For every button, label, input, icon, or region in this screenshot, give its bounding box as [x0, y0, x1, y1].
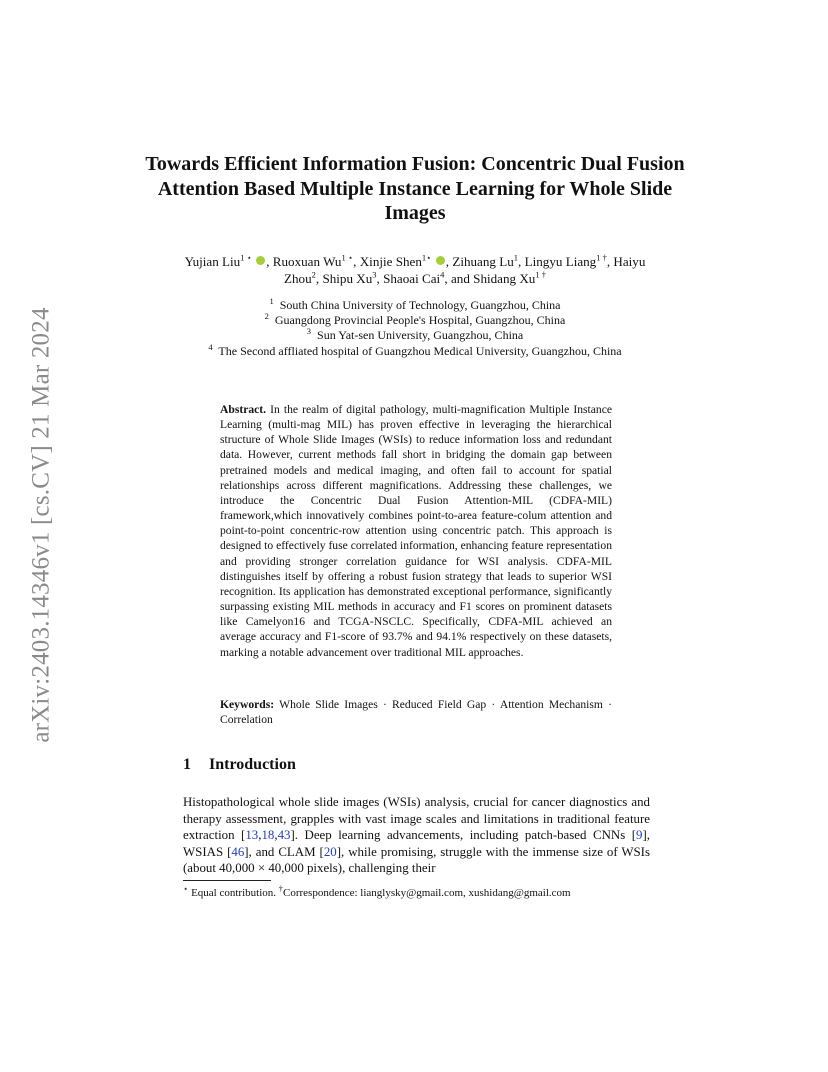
paper-title: Towards Efficient Information Fusion: Concentric Dual Fusion Attention Based Multiple Instance Learning for Whole Slide Images: [145, 153, 685, 224]
keywords: [220, 697, 612, 727]
author: Xinjie Shen$^{1⋆}$: [360, 254, 446, 269]
citation-link[interactable]: 13: [245, 828, 259, 843]
affiliation: $^3$ Sun Yat-sen University, Guangzhou, China: [306, 326, 524, 343]
citation-link[interactable]: 46: [231, 844, 245, 859]
author: Shipu Xu$^3$: [322, 269, 377, 286]
affiliation: $^4$ The Second affliated hospital of Guangzhou Medical University, Guangzhou, China: [208, 341, 622, 358]
keywords-text: Whole Slide Images · Reduced Field Gap · Attention Mechanism · Correlation: [220, 698, 612, 727]
abstract: [220, 402, 612, 660]
author: Lingyu Liang$^{1 \dagger}$: [524, 252, 607, 269]
author: Shaoai Cai$^4$: [383, 269, 445, 286]
orcid-icon[interactable]: [436, 256, 445, 265]
author: Ruoxuan $Wu^{1 ⋆}$: [272, 252, 354, 269]
orcid-icon[interactable]: [256, 256, 265, 265]
citation-link[interactable]: 43: [277, 828, 291, 843]
section-number: 1: [183, 756, 191, 773]
author: Zihuang Lu$^1$: [452, 252, 519, 269]
footnote-rule: [183, 880, 271, 881]
affiliations: [160, 298, 670, 359]
section-heading: [183, 756, 296, 774]
section-title: Introduction: [209, 756, 296, 773]
abstract-text: In the realm of digital pathology, multi-magnification Multiple Instance Learning (multi-mag MIL) has proven effective in leveraging the hierarchical structure of Whole Slide Images (WSIs) to reduce information loss and redundant data. However, current methods fall short in bridging the domain gap between pretrained models and medical imaging, and often fail to account for spatial relationships across different magnifications. Addressing these challenges, we introduce the Concentric Dual Fusion Attention-MIL (CDFA-MIL) framework,which innovatively combines point-to-area feature-colum attention and point-to-point concentric-row attention using concentric patch. This approach is designed to effectively fuse correlated information, enhancing feature representation and providing stronger correlation guidance for WSI analysis. CDFA-MIL distinguishes itself by offering a robust fusion strategy that leads to superior WSI recognition. Its application has demonstrated exceptional performance, significantly surpassing existing MIL methods in accuracy and F1 scores on prominent datasets like Camelyon16 and TCGA-NSCLC. Specifically, CDFA-MIL achieved an average accuracy and F1-score of 93.7% and 94.1% respectively on these datasets, marking a notable advancement over traditional MIL approaches.: [220, 403, 612, 659]
citation-link[interactable]: 18: [261, 828, 275, 843]
author-list: Yujian Liu$^{1 ⋆}$ , Ruoxuan $Wu^{1 ⋆}$, Xinjie Shen$^{1⋆}$ , Zihuang Lu$^1$, Lingyu Liang$^{1 \dagger}$, Haiyu Zhou$^2$, Shipu Xu$^3$, Shaoai Cai$^4$, and Shidang $Xu^{1 \dagger}$: [184, 252, 646, 286]
abstract-label: Abstract.: [220, 403, 267, 416]
author: Haiyu Zhou$^2$: [284, 254, 646, 286]
citation-link[interactable]: 9: [636, 828, 643, 843]
arxiv-id: arXiv:2403.14346v1 [cs.CV] 21 Mar 2024: [28, 307, 56, 743]
footnote: ⋆ Equal contribution. †Correspondence: lianglysky@gmail.com, xushidang@gmail.com: [183, 883, 571, 899]
keywords-label: Keywords:: [220, 698, 275, 711]
citation-link[interactable]: 20: [323, 844, 337, 859]
affiliation: $^2$ Guangdong Provincial People's Hospital, Guangzhou, China: [264, 311, 566, 328]
affiliation: $^1$ South China University of Technology, Guangzhou, China: [269, 296, 561, 312]
author: Yujian Liu$^{1 ⋆}$: [185, 254, 267, 269]
author: Shidang $Xu^{1 \dagger}$: [473, 269, 546, 286]
intro-paragraph: Histopathological whole slide images (WSIs) analysis, crucial for cancer diagnostics and therapy assessment, grapples with vast image scales and limitations in traditional feature extraction [13,18,43]. Deep learning advancements, including patch-based CNNs [9], WSIAS [46], and CLAM [20], while promising, struggle with the immense size of WSIs (about 40,000 × 40,000 pixels), challenging their: [183, 795, 650, 876]
arxiv-watermark: [24, 290, 60, 760]
